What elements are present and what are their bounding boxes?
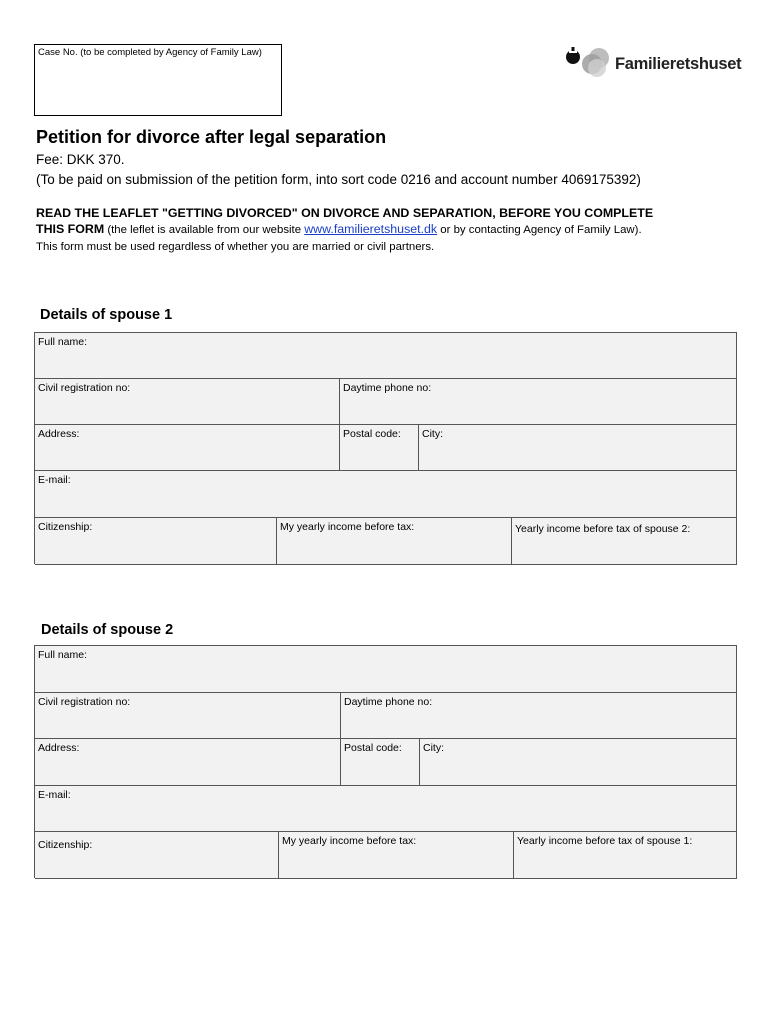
field-label: Address: [38, 428, 80, 440]
field-label: Postal code: [343, 428, 401, 440]
field-label: Civil registration no: [38, 696, 131, 708]
field-label: Yearly income before tax of spouse 1: [517, 835, 693, 847]
spouse1-other-income-field[interactable] [512, 518, 737, 565]
spouse2-phone-field[interactable] [341, 693, 737, 739]
spouse1-full-name-field[interactable] [35, 333, 737, 379]
field-label: Full name: [38, 336, 88, 348]
spouse2-my-income-field[interactable] [279, 832, 514, 879]
contact-text: or by contacting Agency of Family Law). [437, 224, 642, 236]
field-label: Postal code: [344, 742, 402, 754]
field-label: Citizenship: [38, 521, 93, 533]
case-number-label: Case No. (to be completed by Agency of Family Law) [38, 47, 262, 58]
field-label: Yearly income before tax of spouse 2: [515, 523, 691, 535]
crown-circles-logo-icon [563, 44, 613, 80]
instructions [36, 205, 756, 255]
field-label: City: [423, 742, 444, 754]
familieretshuset-logo [563, 44, 743, 80]
spouse1-phone-field[interactable] [340, 379, 737, 425]
field-label: Daytime phone no: [344, 696, 433, 708]
field-label: Full name: [38, 649, 88, 661]
spouse2-city-field[interactable] [420, 739, 737, 786]
spouse1-citizenship-field[interactable] [35, 518, 277, 565]
leaflet-text: (the leflet is available from our website [104, 224, 305, 236]
logo-text: Familieretshuset [615, 55, 742, 73]
field-label: E-mail: [38, 474, 71, 486]
spouse2-section-title: Details of spouse 2 [41, 622, 174, 638]
spouse2-full-name-field[interactable] [35, 646, 737, 693]
field-label: Address: [38, 742, 80, 754]
spouse1-address-field[interactable] [35, 425, 340, 471]
instructions-heading-2: THIS FORM [36, 222, 105, 236]
spouse2-other-income-field[interactable] [514, 832, 737, 879]
field-label: Civil registration no: [38, 382, 131, 394]
fee-text: Fee: DKK 370. [36, 152, 125, 167]
field-label: E-mail: [38, 789, 71, 801]
page-title: Petition for divorce after legal separation [36, 127, 387, 147]
spouse1-city-field[interactable] [419, 425, 737, 471]
spouse2-postal-field[interactable] [341, 739, 420, 786]
spouse1-email-field[interactable] [35, 471, 737, 518]
spouse2-address-field[interactable] [35, 739, 341, 786]
field-label: My yearly income before tax: [282, 835, 417, 847]
field-label: Daytime phone no: [343, 382, 432, 394]
spouse2-civil-reg-field[interactable] [35, 693, 341, 739]
spouse1-form [34, 332, 737, 564]
spouse1-postal-field[interactable] [340, 425, 419, 471]
case-number-box[interactable] [34, 44, 282, 116]
spouse2-email-field[interactable] [35, 786, 737, 832]
fee-note: (To be paid on submission of the petition form, into sort code 0216 and account number 4069175392) [36, 172, 641, 187]
spouse1-section-title: Details of spouse 1 [40, 307, 173, 323]
instructions-heading-1: READ THE LEAFLET "GETTING DIVORCED" ON DIVORCE AND SEPARATION, BEFORE YOU COMPLETE [36, 206, 654, 220]
field-label: My yearly income before tax: [280, 521, 415, 533]
spouse2-citizenship-field[interactable] [35, 832, 279, 879]
spouse2-form [34, 645, 737, 878]
field-label: Citizenship: [38, 839, 93, 851]
field-label: City: [422, 428, 443, 440]
spouse1-my-income-field[interactable] [277, 518, 512, 565]
website-link[interactable]: www.familieretshuset.dk [304, 222, 438, 236]
instructions-note: This form must be used regardless of whether you are married or civil partners. [36, 241, 435, 253]
spouse1-civil-reg-field[interactable] [35, 379, 340, 425]
